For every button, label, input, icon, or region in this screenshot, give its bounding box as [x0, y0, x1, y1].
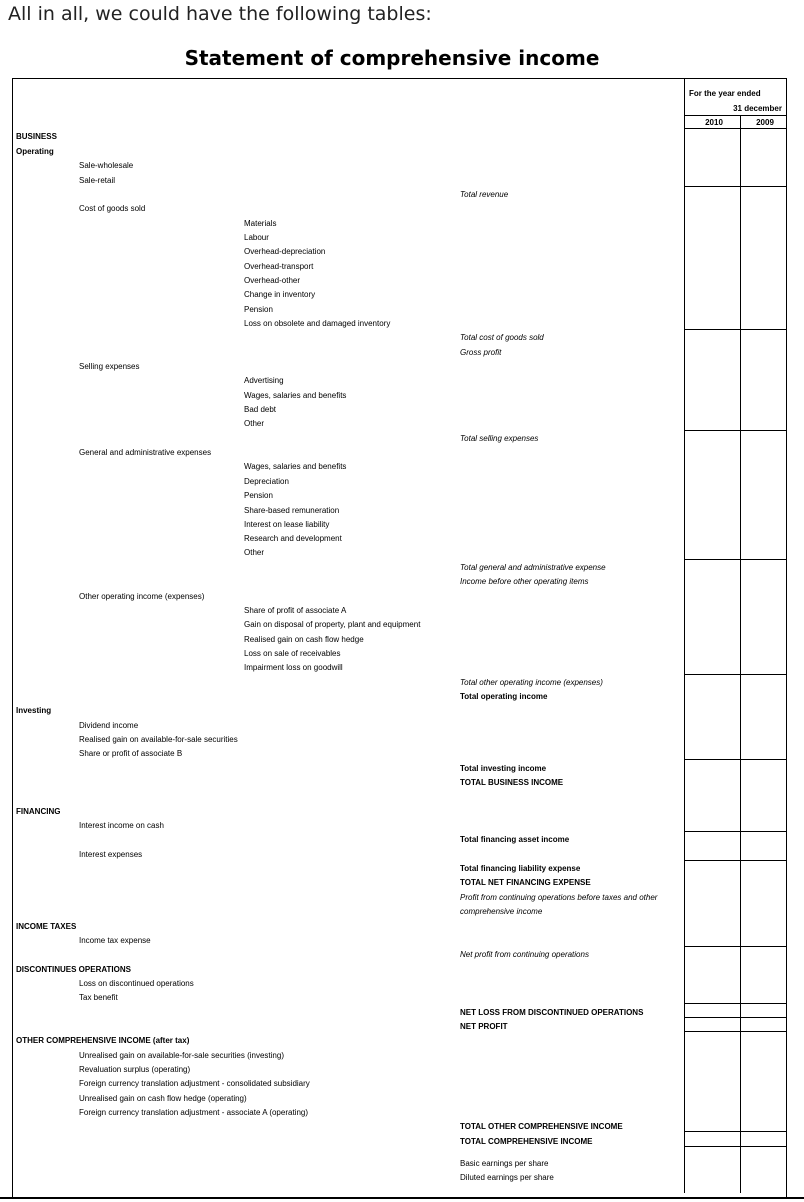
intro-text: All in all, we could have the following tables:	[8, 3, 432, 25]
statement-line: Foreign currency translation adjustment - associate A (operating)	[79, 1108, 309, 1117]
statement-line: INCOME TAXES	[16, 922, 77, 931]
statement-line: Overhead-transport	[244, 262, 314, 271]
statement-line: Share-based remuneration	[244, 506, 340, 515]
statement-line: NET PROFIT	[460, 1022, 508, 1031]
statement-line: Depreciation	[244, 477, 289, 486]
header-period: For the year ended	[689, 89, 761, 98]
statement-frame	[12, 78, 787, 1198]
statement-line: Realised gain on available-for-sale securities	[79, 735, 238, 744]
statement-line: Total financing asset income	[460, 835, 570, 844]
statement-line: TOTAL OTHER COMPREHENSIVE INCOME	[460, 1122, 623, 1131]
statement-line: Realised gain on cash flow hedge	[244, 635, 364, 644]
statement-line: Labour	[244, 233, 269, 242]
statement-line: Loss on discontinued operations	[79, 979, 194, 988]
header-col-2010: 2010	[705, 118, 723, 127]
statement-line: Wages, salaries and benefits	[244, 391, 347, 400]
statement-line: Advertising	[244, 376, 284, 385]
grid-hline	[684, 559, 787, 560]
statement-line: comprehensive income	[460, 907, 543, 916]
statement-line: Basic earnings per share	[460, 1159, 549, 1168]
statement-line: Profit from continuing operations before taxes and other	[460, 893, 658, 902]
statement-line: Total operating income	[460, 692, 548, 701]
grid-vline	[684, 78, 685, 1193]
statement-line: General and administrative expenses	[79, 448, 212, 457]
statement-line: Other	[244, 419, 265, 428]
statement-line: TOTAL BUSINESS INCOME	[460, 778, 564, 787]
statement-line: Gross profit	[460, 348, 502, 357]
statement-line: Loss on obsolete and damaged inventory	[244, 319, 391, 328]
statement-line: Impairment loss on goodwill	[244, 663, 343, 672]
grid-hline	[684, 759, 787, 760]
grid-hline	[684, 186, 787, 187]
statement-line: Overhead-other	[244, 276, 301, 285]
statement-line: Research and development	[244, 534, 342, 543]
statement-line: DISCONTINUES OPERATIONS	[16, 965, 131, 974]
grid-hline	[684, 1131, 787, 1132]
statement-title: Statement of comprehensive income	[184, 46, 600, 70]
grid-hline	[684, 329, 787, 330]
statement-line: Overhead-depreciation	[244, 247, 326, 256]
grid-hline	[684, 1017, 787, 1018]
statement-line: OTHER COMPREHENSIVE INCOME (after tax)	[16, 1036, 190, 1045]
statement-line: Total cost of goods sold	[460, 333, 544, 342]
statement-line: Cost of goods sold	[79, 204, 146, 213]
statement-line: Pension	[244, 305, 273, 314]
grid-hline	[684, 946, 787, 947]
grid-hline	[684, 1031, 787, 1032]
statement-line: Interest income on cash	[79, 821, 164, 830]
statement-line: Gain on disposal of property, plant and equipment	[244, 620, 421, 629]
grid-hline	[684, 1146, 787, 1147]
statement-line: Wages, salaries and benefits	[244, 462, 347, 471]
statement-line: Net profit from continuing operations	[460, 950, 589, 959]
statement-line: Total general and administrative expense	[460, 563, 606, 572]
grid-hline	[684, 115, 787, 116]
grid-hline	[684, 860, 787, 861]
statement-line: NET LOSS FROM DISCONTINUED OPERATIONS	[460, 1008, 644, 1017]
statement-line: Materials	[244, 219, 277, 228]
statement-line: Other operating income (expenses)	[79, 592, 205, 601]
grid-hline	[684, 430, 787, 431]
statement-line: Bad debt	[244, 405, 277, 414]
statement-line: Sale-wholesale	[79, 161, 134, 170]
statement-line: Total financing liability expense	[460, 864, 581, 873]
statement-line: Sale-retail	[79, 176, 116, 185]
bottom-rule	[0, 1197, 804, 1199]
statement-line: BUSINESS	[16, 132, 57, 141]
statement-line: Total selling expenses	[460, 434, 539, 443]
statement-line: Interest on lease liability	[244, 520, 330, 529]
statement-line: Interest expenses	[79, 850, 143, 859]
grid-hline	[684, 128, 787, 129]
header-col-2009: 2009	[756, 118, 774, 127]
statement-line: Share or profit of associate B	[79, 749, 183, 758]
statement-line: Unrealised gain on available-for-sale securities (investing)	[79, 1051, 284, 1060]
statement-line: Income before other operating items	[460, 577, 589, 586]
statement-line: Pension	[244, 491, 273, 500]
statement-line: FINANCING	[16, 807, 61, 816]
statement-line: Unrealised gain on cash flow hedge (operating)	[79, 1094, 247, 1103]
statement-line: Investing	[16, 706, 52, 715]
statement-line: Selling expenses	[79, 362, 140, 371]
statement-line: Operating	[16, 147, 54, 156]
statement-line: Revaluation surplus (operating)	[79, 1065, 191, 1074]
statement-line: Total investing income	[460, 764, 547, 773]
grid-vline	[786, 78, 787, 1193]
statement-line: TOTAL COMPREHENSIVE INCOME	[460, 1137, 593, 1146]
statement-line: Diluted earnings per share	[460, 1173, 554, 1182]
statement-line: Loss on sale of receivables	[244, 649, 341, 658]
statement-line: Total other operating income (expenses)	[460, 678, 603, 687]
statement-line: Dividend income	[79, 721, 139, 730]
statement-line: TOTAL NET FINANCING EXPENSE	[460, 878, 591, 887]
header-date: 31 december	[733, 104, 782, 113]
statement-line: Foreign currency translation adjustment - consolidated subsidiary	[79, 1079, 310, 1088]
grid-hline	[684, 674, 787, 675]
statement-line: Change in inventory	[244, 290, 316, 299]
statement-line: Other	[244, 548, 265, 557]
statement-line: Tax benefit	[79, 993, 118, 1002]
statement-line: Share of profit of associate A	[244, 606, 347, 615]
statement-line: Total revenue	[460, 190, 509, 199]
statement-line: Income tax expense	[79, 936, 151, 945]
grid-hline	[684, 831, 787, 832]
grid-hline	[684, 1003, 787, 1004]
